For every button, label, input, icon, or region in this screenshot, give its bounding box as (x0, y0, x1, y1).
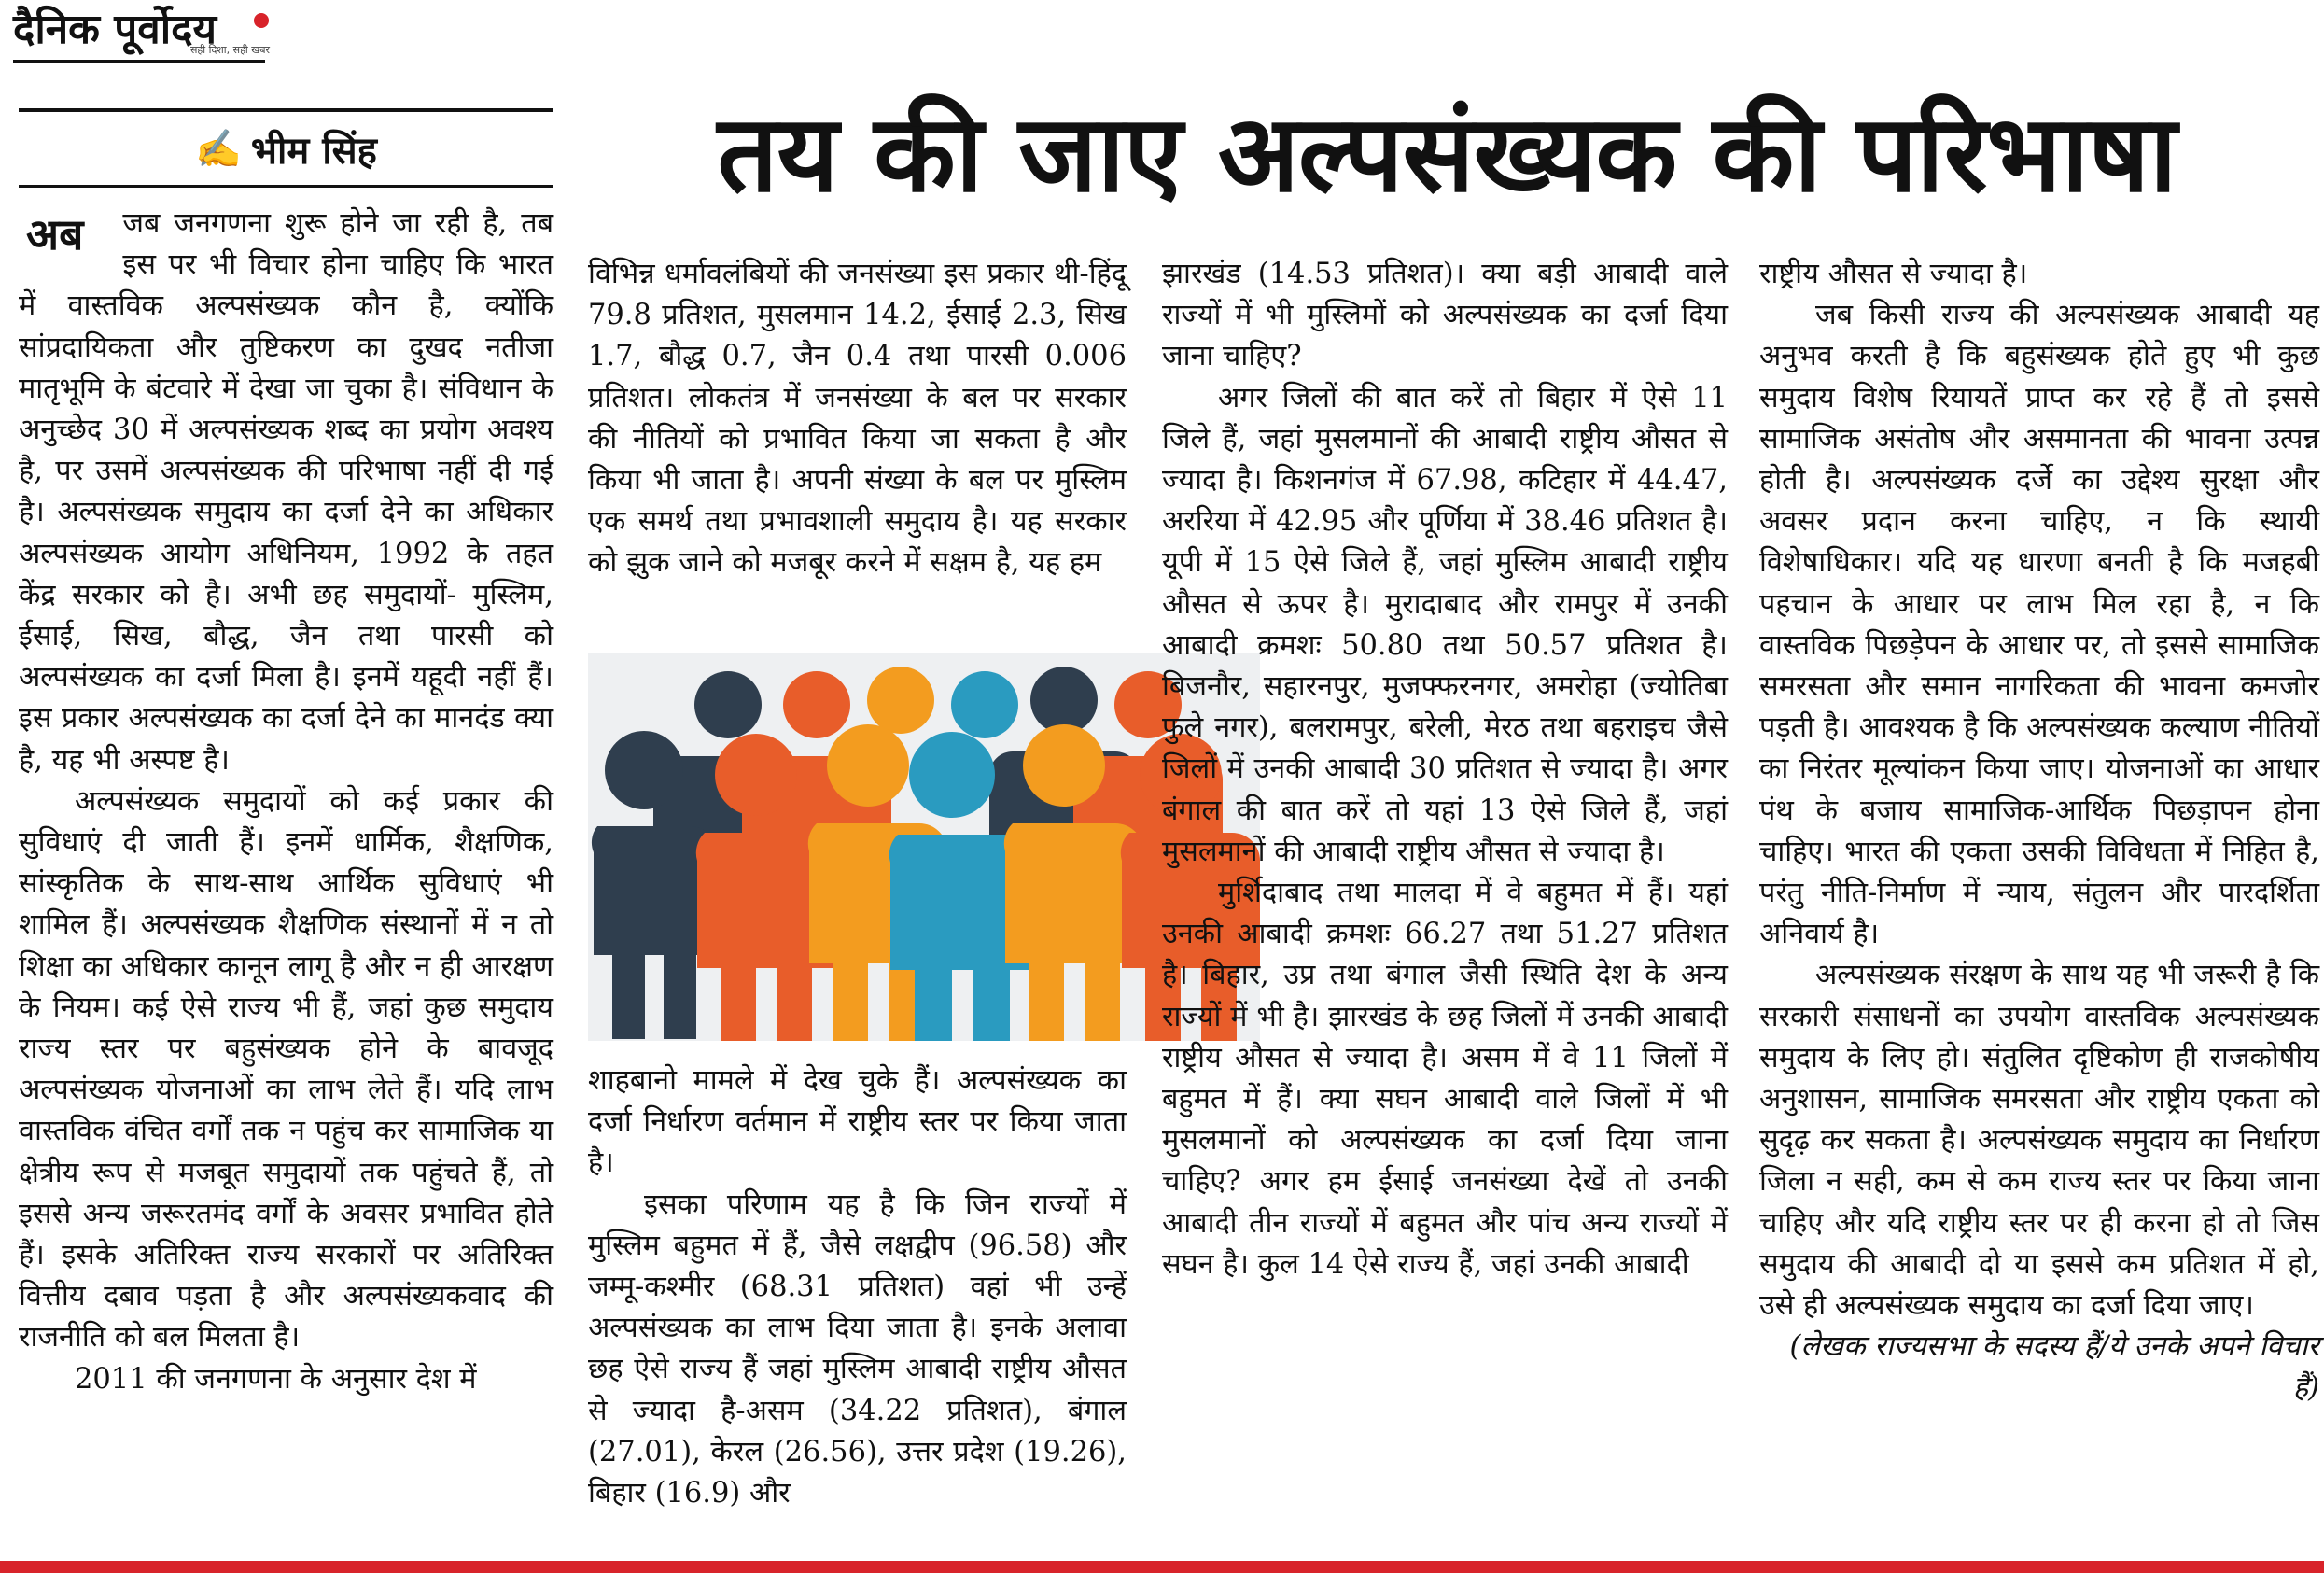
paragraph: अल्पसंख्यक समुदायों को कई प्रकार की सुविधाएं दी जाती हैं। इनमें धार्मिक, शैक्षणिक, सांस्कृतिक के साथ-साथ आर्थिक सुविधाएं भी शामिल हैं। अल्पसंख्यक शैक्षणिक संस्थानों में न तो शिक्षा का अधिकार कानून लागू है और न ही आरक्षण के नियम। कई ऐसे राज्य भी हैं, जहां कुछ समुदाय राज्य स्तर पर बहुसंख्यक होने के बावजूद अल्पसंख्यक योजनाओं का लाभ लेते हैं। यदि लाभ वास्तविक वंचित वर्गों तक न पहुंच कर सामाजिक या क्षेत्रीय रूप से मजबूत समुदायों तक पहुंचते हैं, तो इससे अन्य जरूरतमंद वर्गों के अवसर प्रभावित होते हैं। इसके अतिरिक्त राज्य सरकारों पर अतिरिक्त वित्तीय दबाव पड़ता है और अल्पसंख्यकवाद की राजनीति को बल मिलता है। (19, 784, 553, 1355)
logo-dot-icon (254, 13, 269, 28)
paragraph: जब जनगणना शुरू होने जा रही है, तब इस पर भी विचार होना चाहिए कि भारत में वास्तविक अल्पसंख्यक कौन है, क्योंकि सांप्रदायिकता और तुष्टिकरण का दुखद नतीजा मातृभूमि के बंटवारे में देखा जा चुका है। संविधान के अनुच्छेद 30 में अल्पसंख्यक शब्द का प्रयोग अवश्य है, पर उसमें अल्पसंख्यक की परिभाषा नहीं दी गई है। अल्पसंख्यक समुदाय का दर्जा देने का अधिकार अल्पसंख्यक आयोग अधिनियम, 1992 के तहत केंद्र सरकार को है। अभी छह समुदायों- मुस्लिम, ईसाई, सिख, बौद्ध, जैन तथा पारसी को अल्पसंख्यक का दर्जा मिला है। इनमें यहूदी नहीं हैं। इस प्रकार अल्पसंख्यक का दर्जा देने का मानदंड क्या है, यह भी अस्पष्ट है। (19, 207, 553, 777)
paragraph: इसका परिणाम यह है कि जिन राज्यों में मुस्लिम बहुमत में हैं, जैसे लक्षद्वीप (96.58) और जम्मू-कश्मीर (68.31 प्रतिशत) वहां भी उन्हें अल्पसंख्यक का लाभ दिया जाता है। इनके अलावा छह ऐसे राज्य हैं जहां मुस्लिम आबादी राष्ट्रीय औसत से ज्यादा है-असम (34.22 प्रतिशत), बंगाल (27.01), केरल (26.56), उत्तर प्रदेश (19.26), बिहार (16.9) और (588, 1187, 1127, 1510)
paragraph: मुर्शिदाबाद तथा मालदा में वे बहुमत में हैं। यहां उनकी आबादी क्रमशः 66.27 तथा 51.27 प्रतिशत है। बिहार, उप्र तथा बंगाल जैसी स्थिति देश के अन्य राज्यों में भी है। झारखंड के छह जिलों में उनकी आबादी राष्ट्रीय औसत से ज्यादा है। असम में वे 11 जिलों में बहुमत में हैं। क्या सघन आबादी वाले जिलों में भी मुसलमानों को अल्पसंख्यक का दर्जा दिया जाना चाहिए? अगर हम ईसाई जनसंख्या देखें तो उनकी आबादी तीन राज्यों में बहुमत और पांच अन्य राज्यों में सघन है। कुल 14 ऐसे राज्य हैं, जहां उनकी आबादी (1162, 877, 1728, 1281)
crowd-of-people-icon (588, 653, 1260, 1041)
byline (19, 108, 553, 188)
paragraph: शाहबानो मामले में देख चुके हैं। अल्पसंख्यक का दर्जा निर्धारण वर्तमान में राष्ट्रीय स्तर पर किया जाता है। (588, 1064, 1127, 1180)
masthead-rule (13, 60, 265, 63)
paragraph: झारखंड (14.53 प्रतिशत)। क्या बड़ी आबादी वाले राज्यों में भी मुस्लिमों को अल्पसंख्यक का दर्जा दिया जाना चाहिए? (1162, 258, 1728, 373)
paragraph: जब किसी राज्य की अल्पसंख्यक आबादी यह अनुभव करती है कि बहुसंख्यक होते हुए भी कुछ समुदाय विशेष रियायतें प्राप्त कर रहे हैं तो इससे सामाजिक असंतोष और असमानता की भावना उत्पन्न होती है। अल्पसंख्यक दर्जे का उद्देश्य सुरक्षा और अवसर प्रदान करना चाहिए, न कि स्थायी विशेषाधिकार। यदि यह धारणा बनती है कि मजहबी पहचान के आधार पर लाभ मिल रहा है, न कि वास्तविक पिछड़ेपन के आधार पर, तो इससे सामाजिक समरसता और समान नागरिकता की भावना कमजोर पड़ती है। आवश्यक है कि अल्पसंख्यक कल्याण नीतियों का निरंतर मूल्यांकन किया जाए। योजनाओं का आधार पंथ के बजाय सामाजिक-आर्थिक पिछड़ापन होना चाहिए। भारत की एकता उसकी विविधता में निहित है, परंतु नीति-निर्माण में न्याय, संतुलन और पारदर्शिता अनिवार्य है। (1759, 299, 2319, 951)
bottom-red-bar (0, 1561, 2324, 1573)
crowd-illustration (588, 653, 1260, 1041)
paragraph: अल्पसंख्यक संरक्षण के साथ यह भी जरूरी है कि सरकारी संसाधनों का उपयोग वास्तविक अल्पसंख्यक समुदाय के लिए हो। संतुलित दृष्टिकोण ही राजकोषीय अनुशासन, सामाजिक समरसता और राष्ट्रीय एकता को सुदृढ़ कर सकता है। अल्पसंख्यक समुदाय का निर्धारण जिला न सही, कम से कम राज्य स्तर पर किया जाना चाहिए और यदि राष्ट्रीय स्तर पर ही करना हो तो जिस समुदाय की आबादी दो या इससे कम प्रतिशत में हो, उसे ही अल्पसंख्यक समुदाय का दर्जा दिया जाए। (1759, 959, 2319, 1323)
column-1 (19, 204, 553, 1400)
masthead-name: दैनिक पूर्वोदय (13, 6, 217, 53)
column-2-top (588, 254, 1127, 584)
author-name: भीम सिंह (250, 129, 377, 173)
paragraph: राष्ट्रीय औसत से ज्यादा है। (1759, 258, 2028, 290)
column-4 (1759, 254, 2319, 1410)
masthead-logo (13, 6, 271, 67)
masthead-tagline: सही दिशा, सही खबर (190, 44, 271, 56)
dropcap: अब (26, 209, 84, 260)
column-2-bottom (588, 1060, 1127, 1514)
paragraph: अगर जिलों की बात करें तो बिहार में ऐसे 11 जिले हैं, जहां मुसलमानों की आबादी राष्ट्रीय औसत से ज्यादा है। किशनगंज में 67.98, कटिहार में 44.47, अररिया में 42.95 और पूर्णिया में 38.46 प्रतिशत है। यूपी में 15 ऐसे जिले हैं, जहां मुस्लिम आबादी राष्ट्रीय औसत से ऊपर है। मुरादाबाद और रामपुर में उनकी आबादी क्रमशः 50.80 तथा 50.57 प्रतिशत है। बिजनौर, सहारनपुर, मुजफ्फरनगर, अमरोहा (ज्योतिबा फुले नगर), बलरामपुर, बरेली, मेरठ तथा बहराइच जैसे जिलों में उनकी आबादी 30 प्रतिशत से ज्यादा है। अगर बंगाल की बात करें तो यहां 13 ऐसे जिले हैं, जहां मुसलमानों की आबादी राष्ट्रीय औसत से ज्यादा है। (1162, 381, 1728, 868)
author-note: (लेखक राज्यसभा के सदस्य हैं/ये उनके अपने विचार हैं) (1789, 1330, 2319, 1405)
paragraph: विभिन्न धर्मावलंबियों की जनसंख्या इस प्रकार थी-हिंदू 79.8 प्रतिशत, मुसलमान 14.2, ईसाई 2.3, सिख 1.7, बौद्ध 0.7, जैन 0.4 तथा पारसी 0.006 प्रतिशत। लोकतंत्र में जनसंख्या के बल पर सरकार की नीतियों को प्रभावित किया जा सकता है और किया भी जाता है। अपनी संख्या के बल पर मुस्लिम एक समर्थ तथा प्रभावशाली समुदाय है। यह सरकार को झुक जाने को मजबूर करने में सक्षम है, यह हम (588, 258, 1127, 580)
headline: तय की जाए अल्पसंख्यक की परिभाषा (717, 91, 2177, 216)
paragraph: 2011 की जनगणना के अनुसार देश में (75, 1362, 477, 1396)
column-3 (1162, 254, 1728, 1285)
pen-icon: ✍ (195, 127, 242, 171)
